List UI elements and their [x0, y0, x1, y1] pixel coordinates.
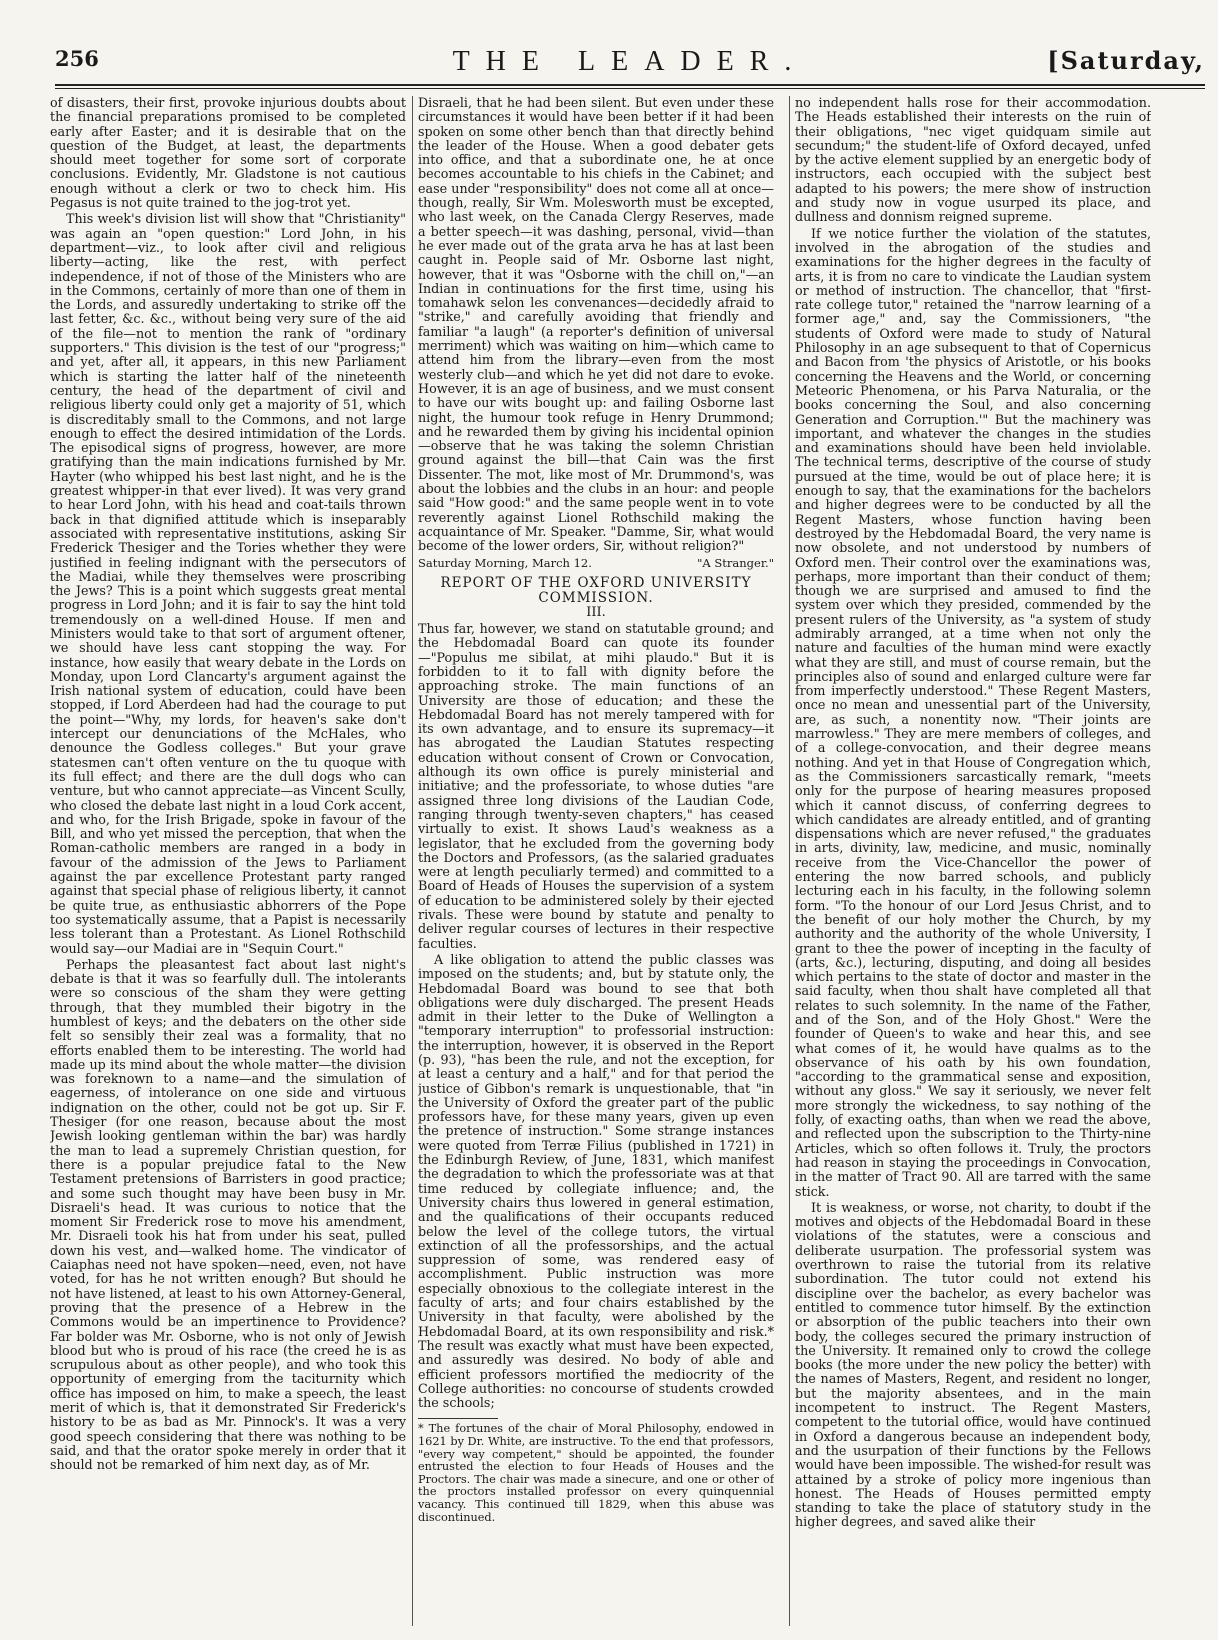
paper-title: THE LEADER. — [452, 46, 808, 77]
footnote-rule — [418, 1418, 498, 1419]
paragraph: If we notice further the violation of the statutes, involved in the abrogation of the studies and examinations for the higher degrees in the faculty of arts, it is from no care to vindicate the Laudian system or method of instruction. The chancellor, that "first-rate college tutor," retained the "narrow learning of a former age," and, say the Commissioners, "the students of Oxford were made to study of Natural Philosophy in an age subsequent to that of Copernicus and Bacon from 'the physics of Aristotle, or his books concerning the Heavens and the World, or concerning Meteoric Phenomena, or his Parva Naturalia, or the books concerning the Soul, and also concerning Generation and Corruption.'" But the machinery was important, and whatever the changes in the studies and examinations should have been held inviolable. The technical terms, descriptive of the course of study pursued at the time, would be out of place here; it is enough to say, that the examinations for the bachelors and higher degrees were to be conducted by all the Regent Masters, whose function having been destroyed by the Hebdomadal Board, the very name is now obsolete, and not understood by numbers of Oxford men. Their control over the examinations was, perhaps, more important than their conduct of them; though we are surprised and amused to find the system over which they presided, commended by the present rulers of the University, as "a system of study admirably arranged, at a time when not only the nature and faculties of the human mind were exactly what they are still, and must of course remain, but the principles also of sound and enlarged culture were far from imperfectly understood." These Regent Masters, once no mean and unessential part of the University, are, as such, a nonentity now. "Their joints are marrowless." They are mere members of colleges, and of a college-convocation, and their degree means nothing. And yet in that House of Congregation which, as the Commissioners sarcastically remark, "meets only for the purpose of hearing measures proposed which it cannot discuss, of conferring degrees to which candidates are already entitled, and of granting dispensations which are never refused," the graduates in arts, divinity, law, medicine, and music, nominally receive from the Vice-Chancellor the power of entering the now barred schools, and publicly lecturing each in his faculty, in the following solemn form. "To the honour of our Lord Jesus Christ, and to the benefit of our holy mother the Church, by my authority and the authority of the whole University, I grant to thee the power of incepting in the faculty of (arts, &c.), lecturing, disputing, and doing all besides which pertains to the state of doctor and master in the said faculty, when thou shalt have completed all that relates to such solemnity. In the name of the Father, and of the Son, and of the Holy Ghost." Were the founder of Queen's to wake and hear this, and see what comes of it, he would have qualms as to the observance of his oath by his own foundation, "according to the grammatical sense and exposition, without any gloss." We say it seriously, we never felt more strongly the wickedness, to say nothing of the folly, of exacting oaths, than when we read the above, and reflected upon the subscription to the Thirty-nine Articles, which so often follows it. Truly, the proctors had reason in staying the proceedings in Convocation, in the matter of Tract 90. All are tarred with the same stick. — [795, 225, 1151, 1199]
column-2 — [418, 96, 774, 1626]
paragraph: Perhaps the pleasantest fact about last night's debate is that it was so fearfully dull. The intolerants were so conscious of the sham they were getting through, that they mumbled their bigotry in the humblest of keys; and the debaters on the other side felt so sensibly their zeal was a formality, that no efforts enabled them to be interesting. The world had made up its mind about the whole matter—the division was foreknown to a name—and the simulation of eagerness, of intolerance on one side and virtuous indignation on the other, could not be got up. Sir F. Thesiger (for one reason, because about the most Jewish looking gentleman within the bar) was hardly the man to lead a supremely Christian question, for there is a popular prejudice fatal to the New Testament pretensions of Barristers in good practice; and some such thought may have been busy in Mr. Disraeli's head. It was curious to notice that the moment Sir Frederick rose to move his amendment, Mr. Disraeli took his hat from under his seat, pulled down his vest, and—walked home. The vindicator of Caiaphas need not have spoken—need, even, not have voted, for has he not written enough? But should he not have listened, at least to his own Attorney-General, proving that the presence of a Hebrew in the Commons would be an impertinence to Providence? Far bolder was Mr. Osborne, who is not only of Jewish blood but who is proud of his race (the creed he is as scrupulous about as other people), and who took this opportunity of emerging from the taciturnity which office has imposed on him, to make a speech, the least merit of which is, that it demonstrated Sir Frederick's history to be as bad as Mr. Pinnock's. It was a very good speech considering that there was nothing to be said, and that the orator spoke merely in order that it should not be remarked of him next day, as of Mr. — [50, 956, 406, 1473]
column-3 — [795, 96, 1151, 1626]
section-title: REPORT OF THE OXFORD UNIVERSITY COMMISSION. — [440, 574, 752, 606]
issue-day: [Saturday, — [1047, 46, 1205, 75]
column-divider — [412, 96, 413, 1626]
paragraph: no independent halls rose for their accommodation. The Heads established their interests on the ruin of their obligations, "nec viget quidquam simile aut secundum;" the student-life of Oxford decayed, unfed by the active element supplied by an energetic body of instructors, each occupied with the subject best adapted to his powers; the mere show of instruction and study now in vogue usurped its place, and dullness and donnism reigned supreme. — [795, 96, 1151, 225]
section-number: III. — [586, 604, 606, 620]
header-rule-thin — [55, 88, 1205, 89]
paragraph: A like obligation to attend the public classes was imposed on the students; and, but by statute only, the Hebdomadal Board was bound to see that both obligations were duly discharged. The present Heads admit in their letter to the Duke of Wellington a "temporary interruption" to professorial instruction: the interruption, however, it is observed in the Report (p. 93), "has been the rule, and not the exception, for at least a century and a half," and for that period the justice of Gibbon's remark is unquestionable, that "in the University of Oxford the greater part of the public professors have, for these many years, given up even the pretence of instruction." Some strange instances were quoted from Terræ Filius (published in 1721) in the Edinburgh Review, of June, 1831, which manifest the degradation to which the professoriate was at that time reduced by collegiate influence; and, the University chairs thus lowered in general estimation, and the qualifications of their occupants reduced below the level of the college tutors, the virtual extinction of all the professorships, and the actual suppression of some, was rendered easy of accomplishment. Public instruction was more especially obnoxious to the collegiate interest in the faculty of arts; and four chairs established by the University in that faculty, were abolished by the Hebdomadal Board, at its own responsibility and risk.* The result was exactly what must have been expected, and assuredly was desired. No body of able and efficient professors mortified the mediocrity of the College authorities: no concourse of students crowded the schools; — [418, 951, 774, 1411]
footnote: * The fortunes of the chair of Moral Philosophy, endowed in 1621 by Dr. White, are instructive. To the end that professors, "every way competent," should be appointed, the founder entrusted the election to four Heads of Houses and the Proctors. The chair was made a sinecure, and one or other of the proctors installed professor on every quinquennial vacancy. This continued till 1829, when this abuse was discontinued. — [418, 1422, 774, 1524]
signature-date: Saturday Morning, March 12. — [418, 555, 592, 570]
signature-line — [418, 556, 774, 570]
column-divider — [789, 96, 790, 1626]
paragraph: This week's division list will show that "Christianity" was again an "open question:" Lord John, in his department—viz., to look after civil and religious liberty—acting, like the rest, with perfect independence, if not of those of the Ministers who are in the Commons, certainly of more than one of them in the Lords, and assuredly undertaking to strike off the last fetter, &c. &c., without being very sure of the aid of the file—not to mention the rank of "ordinary supporters." This division is the test of our "progress;" and yet, after all, it appears, in this new Parliament which is starting the latter half of the nineteenth century, the head of the department of civil and religious liberty could only get a majority of 51, which is discreditably small to the Commons, and not large enough to effect the desired intimidation of the Lords. The episodical signs of progress, however, are more gratifying than the main indications furnished by Mr. Hayter (who whipped his best last night, and he is the greatest whipper-in that ever lived). It was very grand to hear Lord John, with his head and coat-tails thrown back in that dignified attitude which is inseparably associated with representative institutions, asking Sir Frederick Thesiger and the Tories whether they were justified in feeling indignant with the persecutors of the Madiai, while they themselves were proscribing the Jews? This is a point which suggests great mental progress in Lord John; and it is fair to say the hint told tremendously on a well-dined House. If men and Ministers would take to that sort of argument oftener, we should have less cant stopping the way. For instance, how easily that weary debate in the Lords on Monday, upon Lord Clancarty's argument against the Irish national system of education, could have been stopped, if Lord Aberdeen had had the courage to put the point—"Why, my lords, for heaven's sake don't intercept our denunciations of the McHales, who denounce the Godless colleges." But your grave statesmen can't often venture on the tu quoque with its full effect; and there are the dull dogs who can venture, but who cannot appreciate—as Vincent Scully, who closed the debate last night in a loud Cork accent, and who, for the Irish Brigade, spoke in favour of the Bill, and who yet missed the perception, that when the Roman-catholic members are ranged in a body in favour of the admission of the Jews to Parliament against the par excellence Protestant party ranged against that special phase of religious liberty, it cannot be quite true, as enthusiastic abhorrers of the Pope too systematically assume, that a Papist is necessarily less tolerant than a Protestant. As Lionel Rothschild would say—our Madiai are in "Sequin Court." — [50, 211, 406, 956]
paragraph: Disraeli, that he had been silent. But even under these circumstances it would have been better if it had been spoken on some other bench than that directly behind the leader of the House. When a good debater gets into office, and that a subordinate one, he at once becomes accountable to his chiefs in the Cabinet; and ease under "responsibility" does not come all at once—though, really, Sir Wm. Molesworth must be excepted, who last week, on the Canada Clergy Reserves, made a better speech—it was dashing, personal, vivid—than he ever made out of the grata arva he has at last been caught in. People said of Mr. Osborne last night, however, that it was "Osborne with the chill on,"—an Indian in continuations for the first time, using his tomahawk selon les convenances—decidedly afraid to "strike," and carefully avoiding that friendly and familiar "a laugh" (a reporter's definition of universal merriment) which was waiting on him—which came to attend him from the library—even from the most westerly club—and which he yet did not dare to evoke. However, it is an age of business, and we must consent to have our wits bought up: and failing Osborne last night, the humour took refuge in Henry Drummond; and he rewarded them by giving his incidental opinion—observe that he was taking the solemn Christian ground against the bill—that Cain was the first Dissenter. The mot, like most of Mr. Drummond's, was about the lobbies and the clubs in an hour: and people said "How good:" and the same people went in to vote reverently against Lionel Rothschild making the acquaintance of Mr. Speaker. "Damme, Sir, what would become of the lower orders, Sir, without religion?" — [418, 96, 774, 554]
paragraph: Thus far, however, we stand on statutable ground; and the Hebdomadal Board can quote its founder—"Populus me sibilat, at mihi plaudo." But it is forbidden to it to fall with dignity before the approaching stroke. The main functions of an University are those of education; and these the Hebdomadal Board has not merely tampered with for its own advantage, and to ensure its supremacy—it has abrogated the Laudian Statutes respecting education without consent of Crown or Convocation, although its own office is purely ministerial and initiative; and the professoriate, to whose duties "are assigned three long divisions of the Laudian Code, ranging through twenty-seven chapters," has ceased virtually to exist. It shows Laud's weakness as a legislator, that he excluded from the governing body the Doctors and Professors, (as the salaried graduates were at length peculiarly termed) and committed to a Board of Heads of Houses the supervision of a system of education to be administered solely by their ejected rivals. These were bound by statute and penalty to deliver regular courses of lectures in their respective faculties. — [418, 621, 774, 951]
signature-name: "A Stranger." — [697, 555, 774, 570]
paragraph: of disasters, their first, provoke injurious doubts about the financial preparations promised to be completed early after Easter; and it is desirable that on the question of the Budget, at least, the departments should meet together for some sort of corporate conclusions. Evidently, Mr. Gladstone is not cautious enough without a clerk or two to check him. His Pegasus is not quite trained to the jog-trot yet. — [50, 96, 406, 211]
masthead — [55, 46, 1205, 88]
column-1 — [50, 96, 406, 1626]
paragraph: It is weakness, or worse, not charity, to doubt if the motives and objects of the Hebdomadal Board in these violations of the statutes, were a conscious and deliberate usurpation. The professorial system was overthrown to raise the tutorial from its relative subordination. The tutor could not extend his discipline over the bachelor, as every bachelor was entitled to commence tutor himself. By the extinction or absorption of the public teachers into their own body, the colleges secured the primary instruction of the University. It remained only to crowd the college books (the more under the new policy the better) with the names of Masters, Regent, and resident no longer, but the majority absentees, and in the main incompetent to instruct. The Regent Masters, competent to the tutorial office, would have continued in Oxford a dangerous because an independent body, and the usurpation of their functions by the Fellows would have been impossible. The wished-for result was attained by a stroke of policy more ingenious than honest. The Heads of Houses permitted empty standing to take the place of statutory study in the higher degrees, and saved alike their — [795, 1199, 1151, 1530]
page-number: 256 — [55, 46, 99, 71]
header-rule — [55, 84, 1205, 86]
